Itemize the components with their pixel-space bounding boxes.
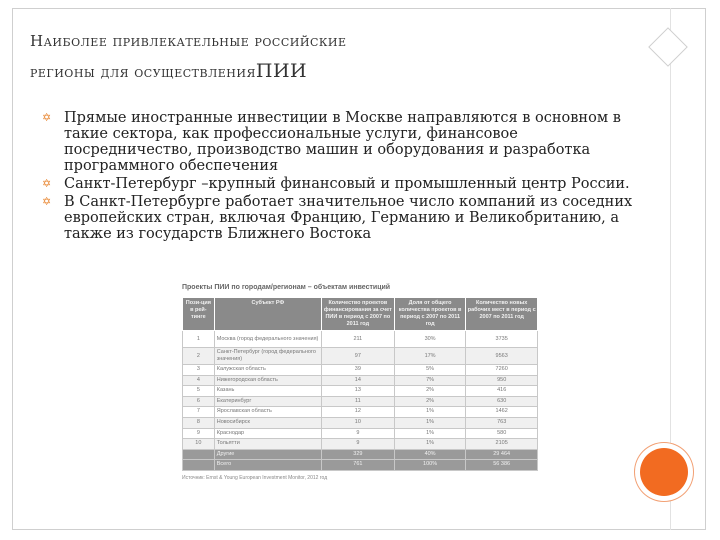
table-row [183,348,538,365]
cell-projects: 10 [321,417,394,428]
fdi-table-figure [182,284,538,481]
cell-subject: Ярославская область [214,407,321,418]
cell-rank: 7 [183,407,215,418]
cell-share: 40% [394,449,466,460]
cell-rank: 8 [183,417,215,428]
cell-jobs: 630 [466,396,538,407]
slide-title [30,26,610,87]
cell-rank: 6 [183,396,215,407]
cell-share: 1% [394,417,466,428]
title-tail: ПИИ [255,60,308,82]
cell-subject: Тольятти [214,439,321,450]
cell-projects: 329 [321,449,394,460]
bullet-item [40,110,640,174]
cell-subject: Казань [214,386,321,397]
table-header-row [183,298,538,331]
cell-jobs: 7260 [466,365,538,376]
cell-projects: 13 [321,386,394,397]
bullet-text: Санкт-Петербург –крупный финансовый и промышленный центр России. [64,176,630,192]
cell-share: 1% [394,439,466,450]
cell-projects: 761 [321,460,394,471]
cell-rank: 2 [183,348,215,365]
table-row [183,460,538,471]
cell-subject: Нижегородская область [214,375,321,386]
cell-subject: Калужская область [214,365,321,376]
cell-jobs: 1462 [466,407,538,418]
table-row [183,375,538,386]
bullet-arrow-icon: ✡ [42,195,52,208]
cell-jobs: 56 386 [466,460,538,471]
cell-rank: 4 [183,375,215,386]
table-row [183,396,538,407]
table-row [183,365,538,376]
cell-share: 5% [394,365,466,376]
cell-subject: Новосибирск [214,417,321,428]
cell-jobs: 29 464 [466,449,538,460]
table-row [183,331,538,348]
header-rank: Пози-ция в рей-тинге [183,298,215,331]
cell-subject: Краснодар [214,428,321,439]
table-row [183,386,538,397]
bullet-item [40,194,640,242]
cell-projects: 9 [321,428,394,439]
bullet-text: Прямые иностранные инвестиции в Москве направляются в основном в такие сектора, как профессиональные услуги, финансовое посредничество, производство машин и оборудования и разработка программного обеспечения [64,110,621,174]
cell-share: 7% [394,375,466,386]
cell-share: 2% [394,396,466,407]
cell-projects: 211 [321,331,394,348]
cell-subject: Екатеринбург [214,396,321,407]
table-body [183,331,538,471]
cell-jobs: 3735 [466,331,538,348]
cell-projects: 11 [321,396,394,407]
cell-projects: 39 [321,365,394,376]
bullet-list [40,110,640,244]
cell-rank: 9 [183,428,215,439]
orange-circle-icon [640,448,688,496]
table-row [183,417,538,428]
cell-rank [183,460,215,471]
cell-rank: 5 [183,386,215,397]
bullet-item [40,176,640,192]
cell-rank: 1 [183,331,215,348]
header-jobs: Количество новых рабочих мест в период с 2007 по 2011 год [466,298,538,331]
table-row [183,449,538,460]
cell-share: 2% [394,386,466,397]
header-projects: Количество проектов финансирования за счет ПИИ в период с 2007 по 2011 год [321,298,394,331]
cell-jobs: 950 [466,375,538,386]
cell-jobs: 2105 [466,439,538,450]
figure-source: Источник: Ernst & Young European Investment Monitor, 2012 год [182,474,328,481]
cell-jobs: 580 [466,428,538,439]
table-row [183,439,538,450]
cell-projects: 97 [321,348,394,365]
cell-rank: 10 [183,439,215,450]
cell-share: 1% [394,428,466,439]
bullet-arrow-icon: ✡ [42,111,52,124]
title-line-2: регионы для осуществления [30,63,256,81]
cell-projects: 9 [321,439,394,450]
cell-share: 30% [394,331,466,348]
cell-projects: 12 [321,407,394,418]
fdi-table [182,297,538,471]
cell-subject: Москва (город федерального значения) [214,331,321,348]
cell-jobs: 763 [466,417,538,428]
cell-projects: 14 [321,375,394,386]
cell-share: 17% [394,348,466,365]
table-row [183,428,538,439]
bullet-text: В Санкт-Петербурге работает значительное число компаний из соседних европейских стран, включая Францию, Германию и Великобританию, а также из государств Ближнего Востока [64,194,633,242]
cell-share: 100% [394,460,466,471]
cell-rank: 3 [183,365,215,376]
header-subject: Субъект РФ [214,298,321,331]
title-line-1: Наиболее привлекательные российские [30,32,347,50]
cell-subject: Санкт-Петербург (город федерального значения) [214,348,321,365]
cell-rank [183,449,215,460]
header-share: Доля от общего количества проектов в период с 2007 по 2011 год [394,298,466,331]
cell-subject: Другие [214,449,321,460]
figure-title: Проекты ПИИ по городам/регионам – объектам инвестиций [182,284,391,291]
bullet-arrow-icon: ✡ [42,177,52,190]
cell-share: 1% [394,407,466,418]
table-row [183,407,538,418]
cell-jobs: 9563 [466,348,538,365]
cell-subject: Всего [214,460,321,471]
cell-jobs: 416 [466,386,538,397]
